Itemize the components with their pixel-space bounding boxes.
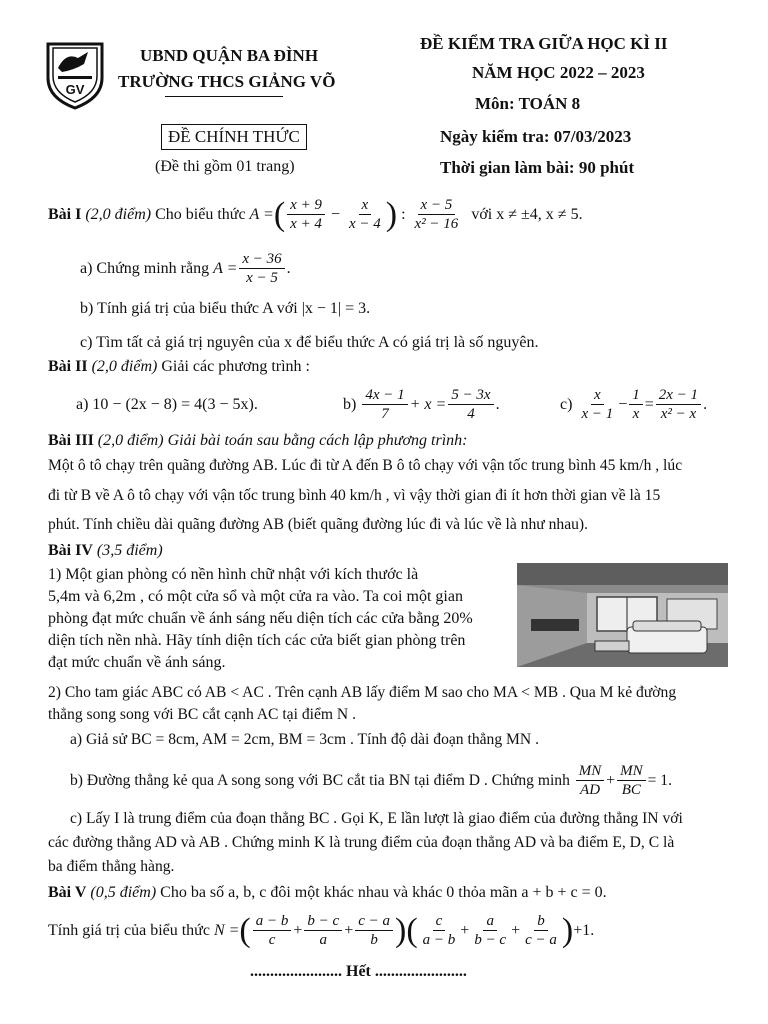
school-year: NĂM HỌC 2022 – 2023 [472,63,645,82]
bai1-fraction-3: $\frac{x - 5}{\text{x² − 16}}$ [414,197,459,232]
bai2-c: c) $\frac{x}{x - 1}$ − $\frac{1}{x}$ = $\frac{2x - 1}{\text{x² − x}}$ . [560,387,708,422]
bai4-p1-line5: đạt mức chuẩn về ánh sáng. [48,654,226,671]
bai1-a: a) Chứng minh rằng A = $\frac{x - 36}{x - 5}$ . [80,251,291,286]
bai3-line1: Một ô tô chạy trên quãng đường AB. Lúc đi từ A đến B ô tô chạy với vận tốc trung bình 45 km/h , lúc [48,457,683,474]
bai4-p2-line1: 2) Cho tam giác ABC có AB < AC . Trên cạnh AB lấy điểm M sao cho MA < MB . Qua M kẻ đường [48,684,677,701]
bai4-p1-line1: 1) Một gian phòng có nền hình chữ nhật với kích thước là [48,566,419,583]
bai4-p2-c-line2: các đường thẳng AD và AB . Chứng minh K là trung điểm của đoạn thẳng AD và ba điểm E, D, C là [48,834,675,851]
bai1-intro: Cho biểu thức [155,205,246,223]
end-marker: ....................... Hết ....................... [250,963,467,980]
bai4-p1-line3: phòng đạt mức chuẩn về ánh sáng nếu diện tích các cửa bằng 20% [48,610,473,627]
school-logo [44,38,106,112]
bai3-heading-line: Bài III (2,0 điểm) Giải bài toán sau bằng cách lập phương trình: [48,432,468,449]
bai5-expression: Tính giá trị của biểu thức N = ( $\frac{a - b}{c}$ + $\frac{b - c}{a}$ + $\frac{c - a}{b}$ )( $\frac{c}{a - b}$ + $\frac{a}{b - c}$ + $\frac{b}{c - a}$ ) +1. [48,911,595,949]
bai3-line3: phút. Tính chiều dài quãng đường AB (biết quãng đường lúc đi và lúc về là như nhau). [48,516,589,533]
bai4-p2-line2: thẳng song song với BC cắt cạnh AC tại điểm N . [48,706,356,723]
district-name: UBND QUẬN BA ĐÌNH [140,46,319,65]
bai1-fraction-2: $\frac{x}{x - 4}$ [348,197,381,232]
bai1-fraction-1: $\frac{x + 9}{x + 4}$ [287,196,325,233]
logo-text: GV [65,82,85,97]
bai1-condition: với x ≠ ±4, x ≠ 5. [471,205,583,223]
bai4-p2-c-line3: ba điểm thẳng hàng. [48,858,175,875]
exam-date: Ngày kiểm tra: 07/03/2023 [440,127,632,146]
room-photo [517,563,728,667]
bai1-c: c) Tìm tất cả giá trị nguyên của x để biểu thức A có giá trị là số nguyên. [80,334,539,351]
bai1-heading: Bài I [48,205,82,223]
bai1-a-fraction: $\frac{x - 36}{x - 5}$ [239,250,284,287]
bai4-heading-line: Bài IV (3,5 điểm) [48,542,163,559]
bai4-p2-b: b) Đường thẳng kẻ qua A song song với BC cắt tia BN tại điểm D . Chứng minh $\frac{MN}{AD}$ + $\frac{MN}{BC}$ = 1. [70,763,672,798]
bai1-statement: Bài I (2,0 điểm) Cho biểu thức A = ( $\frac{x + 9}{x + 4}$ − $\frac{x}{x - 4}$ ) : $\frac{x - 5}{\text{x² − 16}}$ với x ≠ ±4, x ≠ 5. [48,195,583,233]
exam-title: ĐỀ KIỂM TRA GIỮA HỌC KÌ II [420,34,668,53]
bai2-heading-line: Bài II (2,0 điểm) Giải các phương trình : [48,358,310,375]
bai3-line2: đi từ B về A ô tô chạy với vận tốc trung bình 40 km/h , vì vậy thời gian đi ít hơn thời gian về là 15 [48,487,661,504]
bai1-points: (2,0 điểm) [85,205,152,223]
bai4-p1-line4: diện tích nền nhà. Hãy tính diện tích các cửa biết gian phòng trên [48,632,466,649]
bai1-b: b) Tính giá trị của biểu thức A với |x − 1| = 3. [80,300,371,317]
bai4-p1-line2: 5,4m và 6,2m , có một cửa sổ và một cửa ra vào. Ta coi một gian [48,588,463,605]
pages-note: (Đề thi gồm 01 trang) [155,158,295,175]
bai4-p2-c-line1: c) Lấy I là trung điểm của đoạn thẳng BC . Gọi K, E lần lượt là giao điểm của đường thẳng IN với [70,810,683,827]
subject: Môn: TOÁN 8 [475,94,581,113]
bai4-p2-a: a) Giả sử BC = 8cm, AM = 2cm, BM = 3cm . Tính độ dài đoạn thẳng MN . [70,731,539,748]
duration: Thời gian làm bài: 90 phút [440,158,635,177]
school-name: TRƯỜNG THCS GIẢNG VÕ [118,72,336,91]
bai2-b: b) $\frac{4x - 1}{7}$ + x = $\frac{5 - 3x}{4}$ . [343,387,500,422]
bai5-heading-line: Bài V (0,5 điểm) Cho ba số a, b, c đôi một khác nhau và khác 0 thỏa mãn a + b + c = 0. [48,884,607,901]
official-box: ĐỀ CHÍNH THỨC [161,124,307,150]
bai1-var: A = [249,205,274,223]
header-underline [165,96,283,97]
bai2-a: a) 10 − (2x − 8) = 4(3 − 5x). [76,396,258,413]
